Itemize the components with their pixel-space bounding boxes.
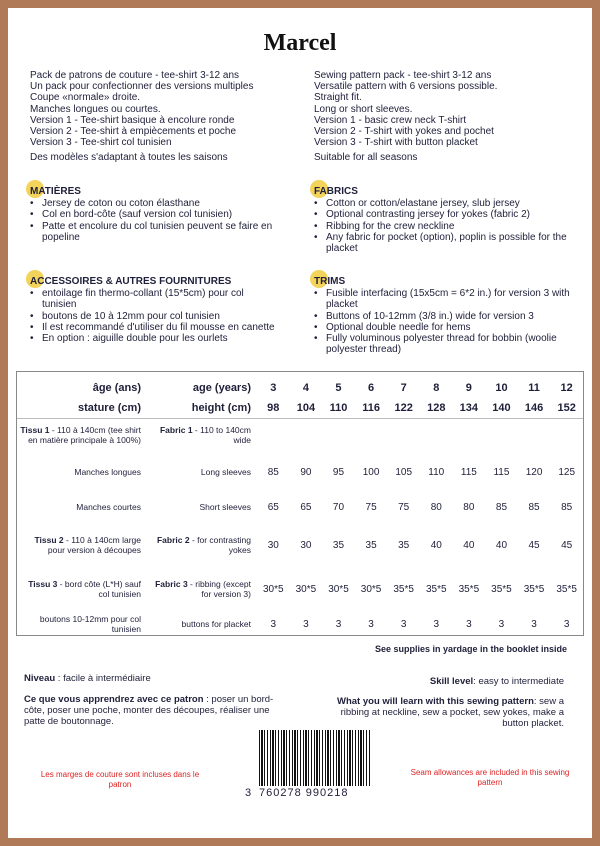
value-cell [355,419,388,453]
niveau [24,673,284,684]
value-cell: 65 [267,502,279,513]
value-cell: 3 [466,619,472,630]
value-cell: 30 [267,540,279,551]
row-label-en: Short sleeves [199,501,251,512]
seam-note-fr: Les marges de couture sont incluses dans le patron [40,770,200,789]
value-cell: 35*5 [458,584,480,595]
niveau-label: Niveau [24,673,56,684]
trims-section [314,276,586,355]
value-cell [387,419,420,453]
age-cell: 9 [465,382,472,394]
matieres-title: MATIÈRES [30,186,292,197]
en-season: Suitable for all seasons [314,152,418,164]
barcode-digits: 760278 990218 [259,787,349,799]
value-cell: 75 [398,502,410,513]
age-cell: 4 [302,382,309,394]
value-cell: 120 [525,467,543,478]
barcode [241,730,371,800]
row-label-en: Fabric 1 - 110 to 140cm wide [159,425,251,445]
learn-fr-value: : poser un bord-côte, poser une poche, monter des découpes, réaliser une patte de boutonnage. [24,694,274,727]
value-cell: 35 [365,540,377,551]
value-cell: 40 [495,540,508,551]
value-cell: 40 [463,540,475,551]
value-cell [518,419,551,453]
en-intro-line: Versatile pattern with 6 versions possible. [314,81,498,93]
supplies-note: See supplies in yardage in the booklet inside [374,644,567,654]
en-intro-line: Version 1 - basic crew neck T-shirt [314,114,467,126]
value-cell [485,419,518,453]
value-cell: 3 [335,619,342,630]
age-cell: 5 [335,382,342,394]
row-label-fr: Manches courtes [76,501,141,512]
matieres-item: • Patte et encolure du col tunisien peuvent se faire en popeline [30,221,292,243]
fr-intro-line: Version 3 - Tee-shirt col tunisien [30,137,172,149]
value-cell: 3 [433,619,440,630]
value-cell [453,419,486,453]
accessoires-item: • Il est recommandé d'utiliser du fil mousse en canette [30,322,280,333]
value-cell: 65 [300,502,312,513]
trims-item: • Buttons of 10-12mm (3/8 in.) wide for version 3 [314,311,586,322]
seam-note-en: Seam allowances are included in this sewing pattern [410,768,570,787]
value-cell: 30 [300,540,312,551]
age-row [17,378,583,398]
value-cell: 30*5 [328,584,349,595]
value-cell: 3 [270,619,277,630]
value-cell: 100 [362,467,380,478]
matieres-item: • Col en bord-côte (sauf version col tunisien) [30,209,292,220]
en-intro-line: Long or short sleeves. [314,103,413,115]
value-cell: 105 [395,467,413,478]
value-cell: 30*5 [295,584,317,595]
learn-fr [24,694,284,727]
fr-intro-line: Version 2 - Tee-shirt à empiècements et poche [30,126,237,138]
fabrics-item: • Cotton or cotton/elastane jersey, slub jersey [314,198,586,209]
value-cell: 85 [528,502,540,513]
age-cell: 8 [433,382,440,394]
table-row [17,611,583,639]
skill-level [304,676,564,687]
row-label-en: Long sleeves [200,466,251,477]
value-cell: 3 [303,619,309,630]
value-cell: 35*5 [523,584,545,595]
age-cell: 6 [368,382,375,394]
value-cell [257,419,290,453]
value-cell: 30*5 [360,584,382,595]
value-cell: 35*5 [393,584,414,595]
pattern-back-cover [8,8,592,838]
en-intro-line: Sewing pattern pack - tee-shirt 3-12 ans [314,70,492,81]
value-cell: 35*5 [556,584,577,595]
height-en-label: height (cm) [191,401,251,414]
accessoires-item: • En option : aiguille double pour les ourlets [30,333,280,344]
value-cell: 45 [561,540,573,551]
value-cell [420,419,453,453]
row-label-en: Fabric 3 - ribbing (except for version 3) [155,579,251,599]
en-intro-line: Straight fit. [314,92,362,104]
table-row [17,419,583,453]
matieres-item: • Jersey de coton ou coton élasthane [30,198,292,209]
fr-intro-line: Version 1 - Tee-shirt basique à encolure ronde [30,114,235,126]
age-cell: 7 [400,382,407,394]
height-cell: 110 [329,401,348,414]
en-intro-line: Version 3 - T-shirt with button placket [314,137,478,149]
age-en-label: age (years) [192,382,251,394]
fr-intro-line: Manches longues ou courtes. [30,103,161,115]
barcode-bars [259,730,371,786]
row-label-fr: Tissu 2 - 110 à 140cm large pour version à découpes [34,535,141,555]
value-cell: 35*5 [491,584,512,595]
value-cell: 80 [430,502,442,513]
age-cell: 3 [270,382,277,394]
value-cell: 35 [332,540,345,551]
height-cell: 116 [362,401,380,414]
fabrics-item: • Ribbing for the crew neckline [314,221,586,232]
age-cell: 11 [528,382,540,394]
trims-item: • Fusible interfacing (15x5cm = 6*2 in.) for version 3 with placket [314,288,586,310]
value-cell: 70 [332,502,345,513]
value-cell: 85 [495,502,508,513]
age-cell: 10 [495,382,508,394]
age-cell: 12 [560,382,573,394]
value-cell [322,419,355,453]
value-cell: 75 [365,502,377,513]
row-label-fr: Manches longues [74,466,141,477]
value-cell: 3 [531,619,537,630]
table-row [17,569,583,611]
table-body [17,419,583,639]
fr-intro-line: Pack de patrons de couture - tee-shirt 3-12 ans [30,70,240,81]
en-intro-line: Version 2 - T-shirt with yokes and pochet [314,126,494,138]
height-cell: 128 [427,401,446,414]
height-cell: 134 [459,401,479,414]
learn-en-value: : sew a ribbing at neckline, sew a pocket, sew yokes, make a button placket. [340,696,564,729]
height-cell: 146 [524,401,544,414]
accessoires-item: • entoilage fin thermo-collant (15*5cm) pour col tunisien [30,288,280,310]
fr-intro [30,70,253,164]
fabrics-item: • Any fabric for pocket (option), poplin is possible for the placket [314,232,586,254]
row-label-en: buttons for placket [181,618,251,629]
value-cell: 3 [563,619,570,630]
table-row [17,523,583,569]
value-cell: 3 [400,619,407,630]
fabrics-item: • Optional contrasting jersey for yokes (fabric 2) [314,209,586,220]
trims-item: • Fully voluminous polyester thread for bobbin (woolie polyester thread) [314,333,586,355]
niveau-value: : facile à intermédiaire [55,673,151,684]
learn-fr-label: Ce que vous apprendrez avec ce patron [24,694,204,705]
accessoires-title: ACCESSOIRES & AUTRES FOURNITURES [30,276,280,287]
learn-en-label: What you will learn with this sewing pattern [337,696,534,707]
skill-label: Skill level [429,676,474,687]
trims-item: • Optional double needle for hems [314,322,586,333]
page-title: Marcel [263,30,337,56]
accessoires-item: • boutons de 10 à 12mm pour col tunisien [30,311,280,322]
value-cell: 115 [460,467,477,478]
height-cell: 140 [492,401,511,414]
age-fr-label: âge (ans) [92,382,141,394]
value-cell: 3 [498,619,505,630]
value-cell: 90 [300,467,312,478]
value-cell: 125 [558,467,576,478]
value-cell [550,419,583,453]
value-cell: 110 [428,467,445,478]
matieres-section [30,186,292,243]
barcode-first-digit: 3 [245,787,253,799]
learn-en [312,696,564,729]
fr-season: Des modèles s'adaptant à toutes les saisons [30,152,228,164]
yardage-table [17,378,583,639]
table-row [17,493,583,523]
fr-intro-line: Coupe «normale» droite. [30,92,141,104]
fabrics-title: FABRICS [314,186,586,197]
accessoires-section [30,276,280,344]
height-cell: 98 [267,401,280,414]
value-cell: 45 [528,540,540,551]
stature-fr-label: stature (cm) [78,401,141,414]
value-cell: 3 [368,619,374,630]
table-row [17,453,583,493]
value-cell: 80 [463,502,475,513]
value-cell: 35 [398,540,410,551]
height-cell: 104 [296,401,316,414]
value-cell: 40 [430,540,442,551]
row-label-en: Fabric 2 - for contrasting yokes [156,535,251,555]
value-cell: 30*5 [263,584,284,595]
value-cell: 115 [493,467,510,478]
fabrics-section [314,186,586,254]
trims-title: TRIMS [314,276,586,287]
skill-value: : easy to intermediate [473,676,564,687]
height-cell: 152 [557,401,576,414]
height-cell: 122 [394,401,413,414]
value-cell: 85 [267,467,279,478]
value-cell: 35*5 [425,584,447,595]
yardage-table-box [16,371,584,636]
row-label-fr: Tissu 3 - bord côte (L*H) sauf col tunisien [28,579,141,599]
en-intro [314,70,497,164]
row-label-fr: boutons 10-12mm pour col tunisien [39,614,141,634]
value-cell: 95 [332,467,345,478]
value-cell [290,419,323,453]
height-row [17,398,583,418]
fr-intro-line: Un pack pour confectionner des versions multiples [30,81,254,93]
value-cell: 85 [561,502,573,513]
row-label-fr: Tissu 1 - 110 à 140cm (tee shirt en matière principale à 100%) [20,425,141,445]
